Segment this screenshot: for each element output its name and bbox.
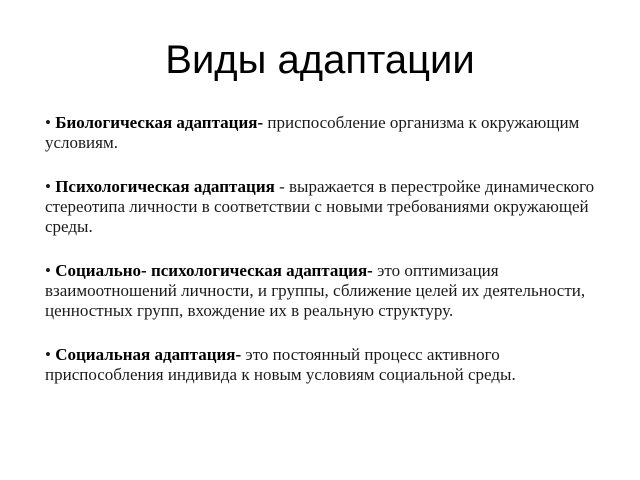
definition-biological: приспособление организма к окружающим условиям. xyxy=(45,113,580,152)
term-social: Социальная адаптация- xyxy=(55,345,242,364)
list-item-psychological xyxy=(45,177,605,237)
list-item-socio-psychological xyxy=(45,261,605,321)
bullet-icon: • xyxy=(45,113,51,132)
bullet-icon: • xyxy=(45,177,51,196)
bullet-icon: • xyxy=(45,345,51,364)
list-item-biological xyxy=(45,113,605,153)
term-psychological: Психологическая адаптация xyxy=(55,177,275,196)
slide-title: Виды адаптации xyxy=(165,38,475,82)
term-socio-psychological: Социально- психологическая адаптация- xyxy=(55,261,373,280)
bullet-icon: • xyxy=(45,261,51,280)
definition-socio-psychological: это оптимизация взаимоотношений личности, и группы, сближение целей их деятельности, ценностных групп, вхождение их в реальную структуру. xyxy=(45,261,586,320)
definition-psychological: - выражается в перестройке динамического стереотипа личности в соответствии с новыми требованиями окружающей среды. xyxy=(45,177,595,236)
term-biological: Биологическая адаптация- xyxy=(55,113,264,132)
bullet-list xyxy=(45,113,605,409)
list-item-social xyxy=(45,345,605,385)
definition-social: это постоянный процесс активного приспособления индивида к новым условиям социальной среды. xyxy=(45,345,516,384)
